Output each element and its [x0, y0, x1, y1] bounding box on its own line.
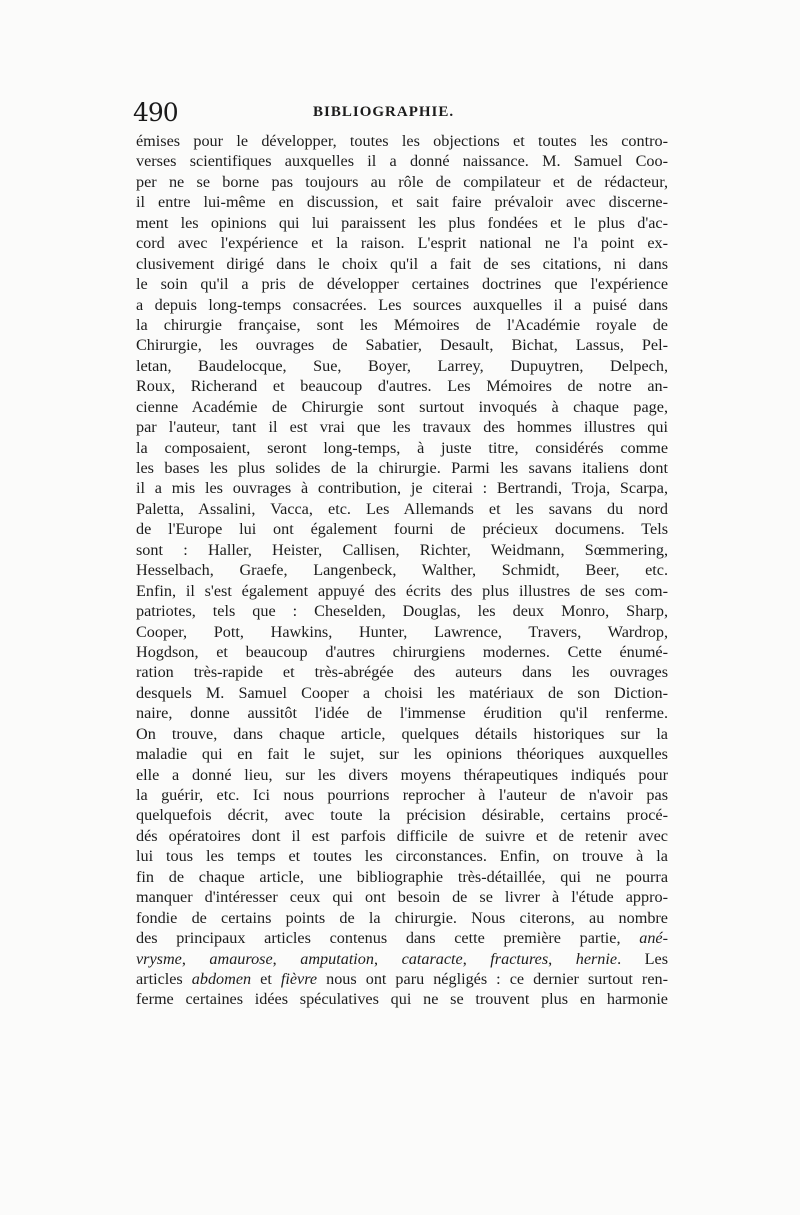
text-run: cord avec l'expérience et la raison. L'esprit national ne l'a point ex-: [136, 234, 668, 253]
text-run: sont : Haller, Heister, Callisen, Richter, Weidmann, Sœmmering,: [136, 540, 668, 559]
text-run: Paletta, Assalini, Vacca, etc. Les Allemands et les savans du nord: [136, 499, 668, 518]
text-run: manquer d'intéresser ceux qui ont besoin de se livrer à l'étude appro-: [136, 888, 668, 907]
text-line: [136, 131, 668, 151]
italic-term: cataracte: [401, 949, 463, 968]
text-line: [136, 458, 668, 478]
text-line: [136, 785, 668, 805]
text-line: [136, 683, 668, 703]
text-line: [136, 397, 668, 417]
text-run: per ne se borne pas toujours au rôle de compilateur et de rédacteur,: [136, 172, 668, 191]
text-line: [136, 581, 668, 601]
text-run: ,: [374, 949, 402, 968]
text-line: [136, 989, 668, 1009]
text-run: Hesselbach, Graefe, Langenbeck, Walther, Schmidt, Beer, etc.: [136, 561, 668, 580]
text-run: Enfin, il s'est également appuyé des écrits des plus illustres de ses com-: [136, 581, 668, 600]
text-run: Cooper, Pott, Hawkins, Hunter, Lawrence, Travers, Wardrop,: [136, 622, 668, 641]
text-run: cienne Académie de Chirurgie sont surtout invoqués à chaque page,: [136, 397, 668, 416]
text-run: Chirurgie, les ouvrages de Sabatier, Desault, Bichat, Lassus, Pel-: [136, 336, 668, 355]
italic-term: ané-: [639, 929, 668, 948]
body-text: [136, 131, 668, 1010]
text-run: Hogdson, et beaucoup d'autres chirurgiens modernes. Cette énumé-: [136, 642, 668, 661]
text-line: [136, 622, 668, 642]
text-line: [136, 949, 668, 969]
text-run: la composaient, seront long-temps, à juste titre, considérés comme: [136, 438, 668, 457]
text-run: ment les opinions qui lui paraissent les plus fondées et le plus d'ac-: [136, 213, 668, 232]
text-run: la chirurgie française, sont les Mémoires de l'Académie royale de: [136, 315, 668, 334]
italic-term: fractures: [490, 949, 549, 968]
text-run: quelquefois décrit, avec toute la précision désirable, certains procé-: [136, 806, 668, 825]
text-run: patriotes, tels que : Cheselden, Douglas, les deux Monro, Sharp,: [136, 602, 668, 621]
text-line: [136, 192, 668, 212]
text-run: On trouve, dans chaque article, quelques détails historiques sur la: [136, 724, 668, 743]
page-header: [133, 98, 673, 128]
text-run: ,: [272, 949, 301, 968]
text-line: [136, 356, 668, 376]
text-run: fondie de certains points de la chirurgie. Nous citerons, au nombre: [136, 908, 668, 927]
text-line: [136, 826, 668, 846]
text-line: [136, 724, 668, 744]
text-run: et: [251, 969, 281, 988]
text-run: ,: [181, 949, 210, 968]
text-run: maladie qui en fait le sujet, sur les opinions théoriques auxquelles: [136, 745, 668, 764]
text-line: [136, 151, 668, 171]
text-run: articles: [136, 969, 192, 988]
text-line: [136, 908, 668, 928]
text-line: [136, 519, 668, 539]
text-run: il entre lui-même en discussion, et sait faire prévaloir avec discerne-: [136, 193, 668, 212]
text-line: [136, 560, 668, 580]
italic-term: amaurose: [209, 949, 273, 968]
text-run: verses scientifiques auxquelles il a donné naissance. M. Samuel Coo-: [136, 152, 668, 171]
text-line: [136, 642, 668, 662]
text-line: [136, 846, 668, 866]
text-run: dés opératoires dont il est parfois difficile de suivre et de retenir avec: [136, 826, 668, 845]
text-line: [136, 213, 668, 233]
text-line: [136, 274, 668, 294]
text-line: [136, 540, 668, 560]
text-run: le soin qu'il a pris de développer certaines doctrines que l'expérience: [136, 275, 668, 294]
italic-term: vrysme: [136, 949, 182, 968]
text-line: [136, 254, 668, 274]
text-run: de l'Europe lui ont également fourni de précieux documens. Tels: [136, 520, 668, 539]
text-run: naire, donne aussitôt l'idée de l'immense érudition qu'il renferme.: [136, 704, 668, 723]
text-run: Roux, Richerand et beaucoup d'autres. Les Mémoires de notre an-: [136, 377, 668, 396]
text-line: [136, 601, 668, 621]
text-run: a depuis long-temps consacrées. Les sources auxquelles il a puisé dans: [136, 295, 668, 314]
italic-term: fièvre: [280, 969, 318, 988]
text-line: [136, 703, 668, 723]
italic-term: abdomen: [191, 969, 252, 988]
italic-term: hernie: [575, 949, 618, 968]
text-line: [136, 662, 668, 682]
text-run: il a mis les ouvrages à contribution, je citerai : Bertrandi, Troja, Scarpa,: [136, 479, 668, 498]
text-line: [136, 765, 668, 785]
text-run: . Les: [617, 949, 669, 968]
text-run: nous ont paru négligés : ce dernier surtout ren-: [317, 969, 668, 988]
text-line: [136, 867, 668, 887]
running-head: BIBLIOGRAPHIE.: [313, 104, 455, 120]
text-run: letan, Baudelocque, Sue, Boyer, Larrey, Dupuytren, Delpech,: [136, 356, 668, 375]
text-line: [136, 295, 668, 315]
text-line: [136, 887, 668, 907]
text-line: [136, 478, 668, 498]
text-run: ration très-rapide et très-abrégée des auteurs dans les ouvrages: [136, 663, 668, 682]
text-line: [136, 499, 668, 519]
text-run: fin de chaque article, une bibliographie très-détaillée, qui ne pourra: [136, 867, 668, 886]
text-run: desquels M. Samuel Cooper a choisi les matériaux de son Diction-: [136, 683, 668, 702]
text-line: [136, 969, 668, 989]
text-line: [136, 744, 668, 764]
italic-term: amputation: [300, 949, 374, 968]
text-run: par l'auteur, tant il est vrai que les travaux des hommes illustres qui: [136, 418, 668, 437]
page-number: 490: [133, 98, 178, 127]
text-run: clusivement dirigé dans le choix qu'il a fait de ses citations, ni dans: [136, 254, 668, 273]
text-line: [136, 805, 668, 825]
text-run: les bases les plus solides de la chirurgie. Parmi les savans italiens dont: [136, 459, 668, 477]
text-run: ferme certaines idées spéculatives qui ne se trouvent plus en harmonie: [136, 990, 668, 1009]
text-line: [136, 376, 668, 396]
text-line: [136, 172, 668, 192]
text-run: elle a donné lieu, sur les divers moyens thérapeutiques indiqués pour: [136, 765, 668, 784]
text-line: [136, 928, 668, 948]
text-line: [136, 233, 668, 253]
text-line: [136, 438, 668, 458]
text-run: lui tous les temps et toutes les circonstances. Enfin, on trouve à la: [136, 847, 668, 866]
text-run: émises pour le développer, toutes les objections et toutes les contro-: [136, 132, 668, 150]
text-line: [136, 315, 668, 335]
text-run: ,: [548, 949, 576, 968]
text-run: la guérir, etc. Ici nous pourrions reprocher à l'auteur de n'avoir pas: [136, 786, 668, 804]
text-run: des principaux articles contenus dans cette première partie,: [136, 929, 640, 948]
text-line: [136, 335, 668, 355]
text-run: ,: [462, 949, 491, 968]
text-line: [136, 417, 668, 437]
